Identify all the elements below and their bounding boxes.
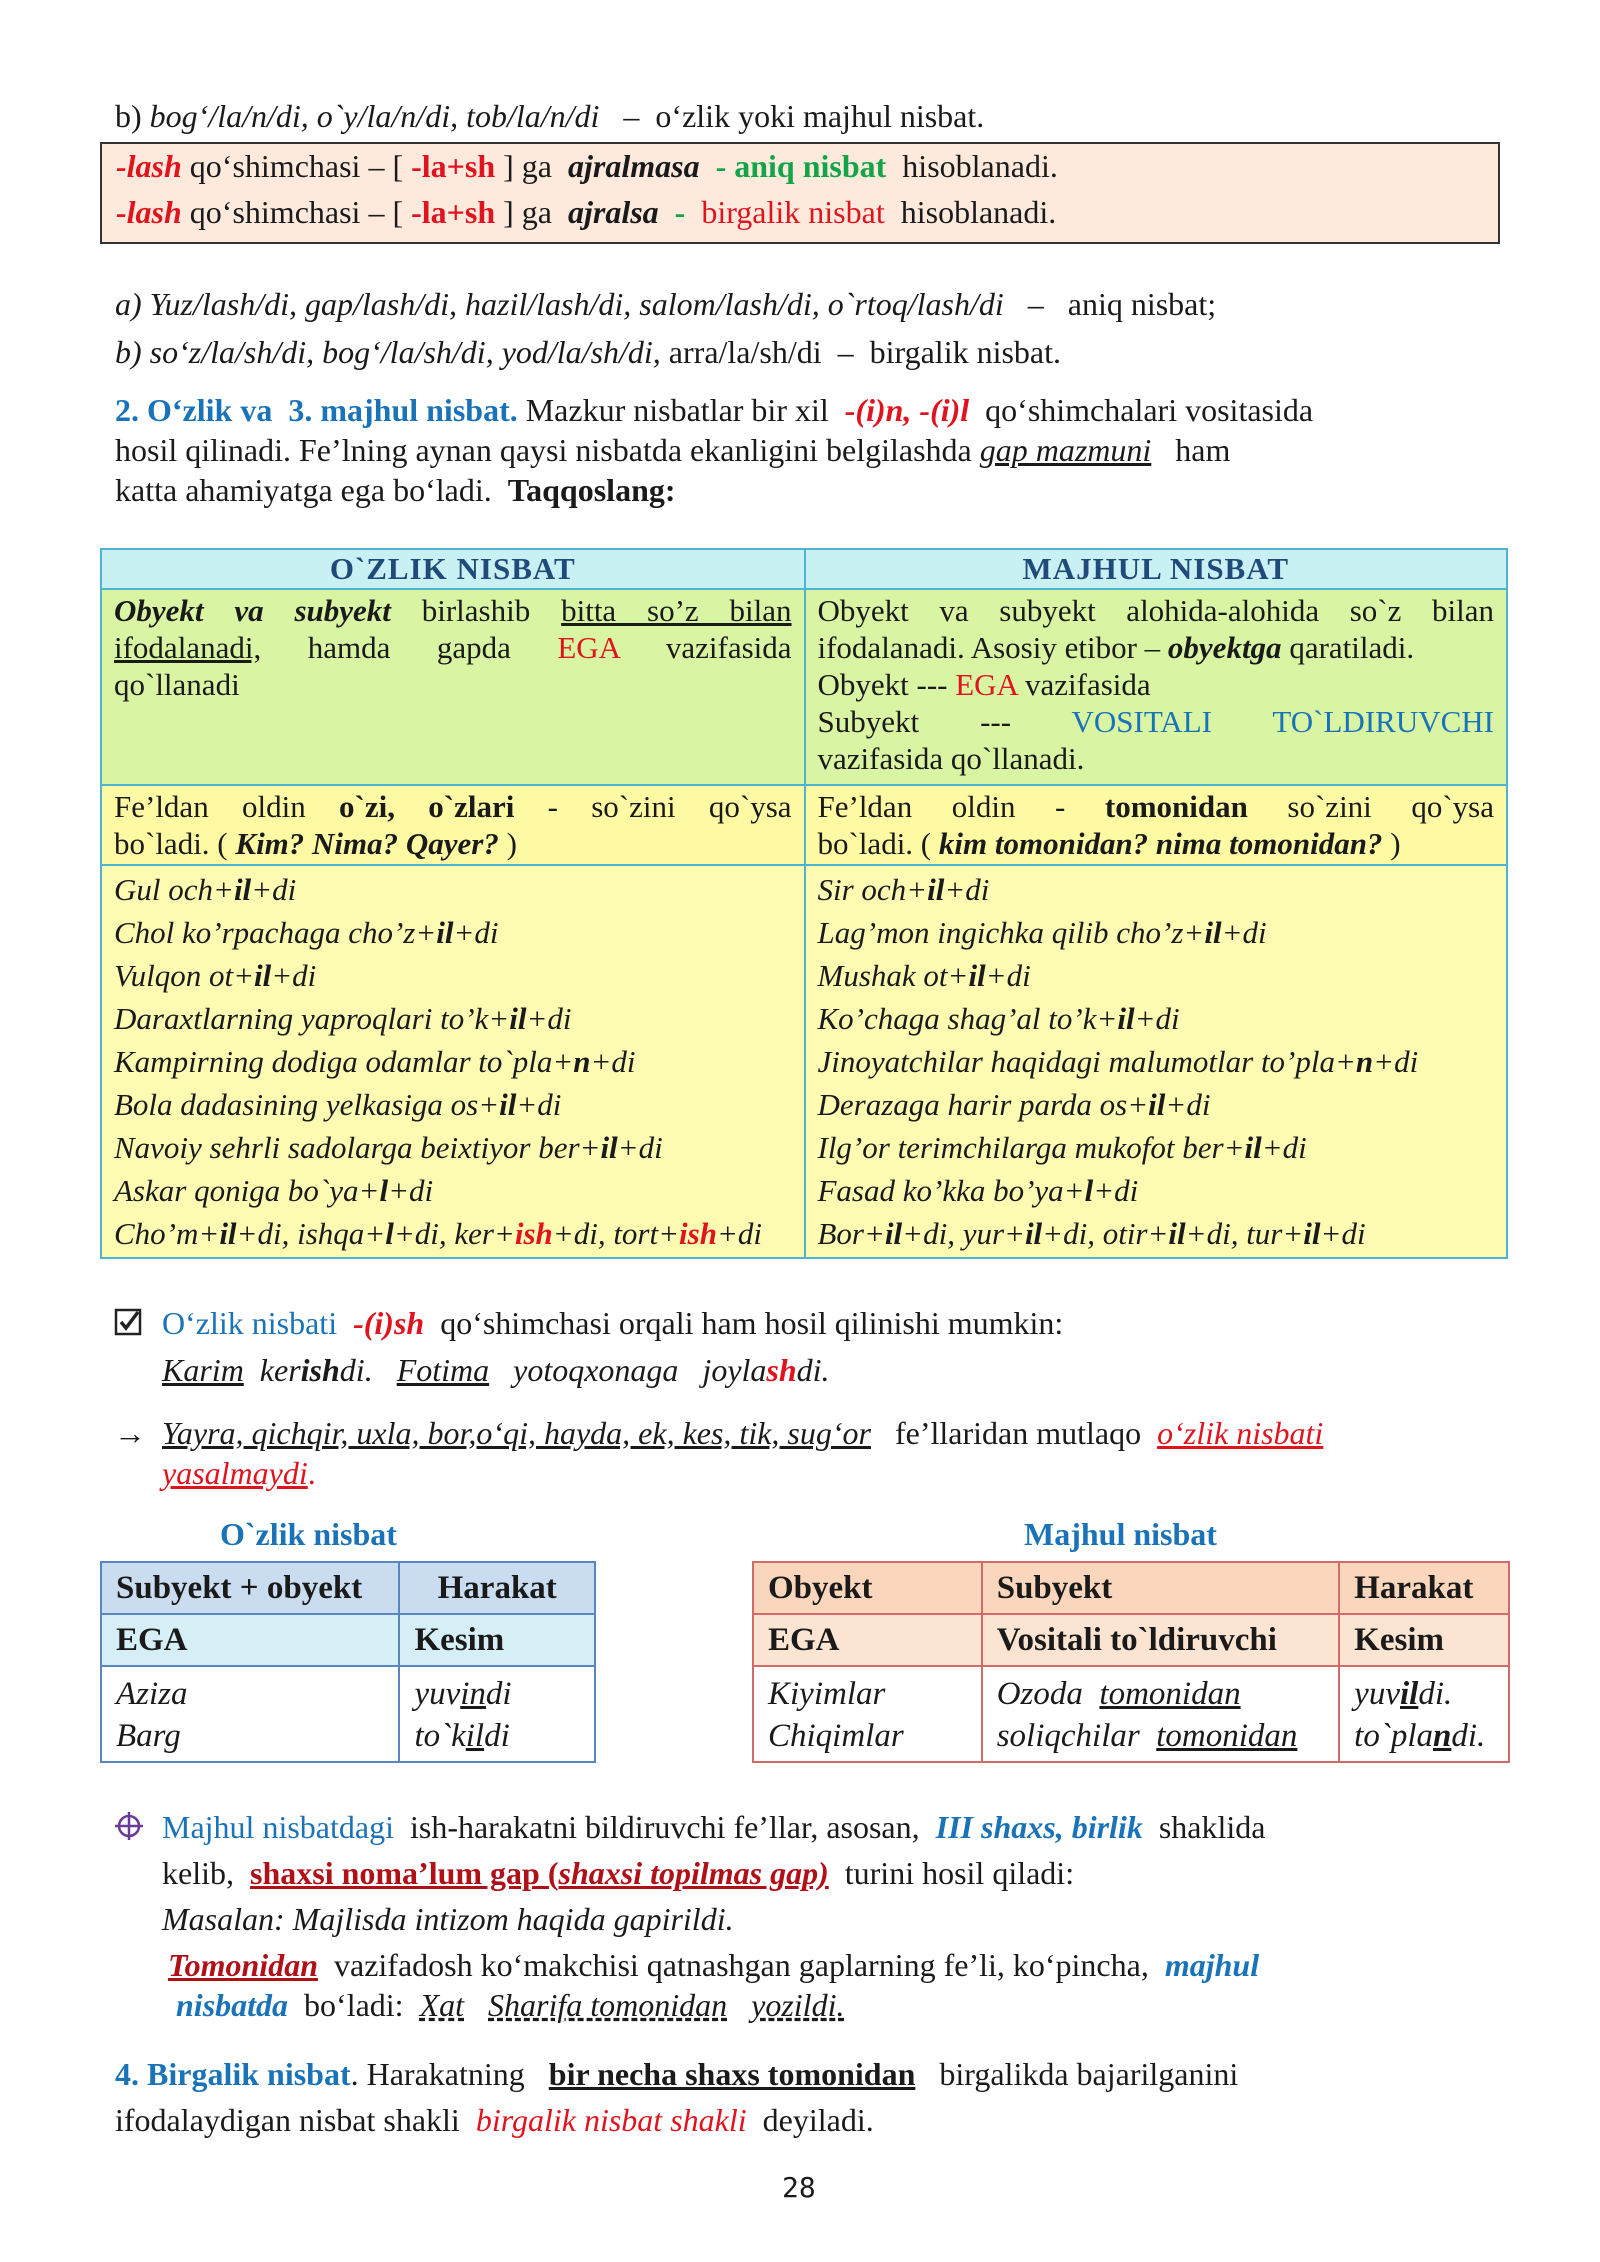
text: Obyekt va subyekt bbox=[114, 593, 391, 628]
verb-cell bbox=[1339, 1666, 1509, 1762]
rule-ozlik bbox=[101, 785, 805, 865]
example-row bbox=[818, 1126, 1495, 1169]
suffix: ish bbox=[300, 1352, 340, 1388]
suffix: il bbox=[465, 1718, 485, 1754]
result: - aniq nisbat bbox=[715, 148, 887, 184]
verb: ajralsa bbox=[567, 194, 659, 230]
suffix: n bbox=[1433, 1718, 1452, 1754]
crosshair-icon bbox=[114, 1811, 144, 1841]
suffix: il bbox=[233, 872, 252, 907]
num: 2. bbox=[115, 392, 139, 428]
text: hosil qilinadi. Fe’lning aynan qaysi nisbatda ekanligini belgilashda bbox=[115, 432, 972, 468]
example-row bbox=[818, 868, 1495, 911]
text: birgalik nisbat shakli bbox=[475, 2102, 747, 2138]
text: tomonidan bbox=[1099, 1676, 1241, 1712]
examples-list-left bbox=[114, 868, 792, 1212]
section-2-line-1 bbox=[115, 390, 1313, 430]
text: di bbox=[485, 1676, 512, 1712]
text: ] ga bbox=[503, 148, 552, 184]
text: tomonidan bbox=[1156, 1718, 1298, 1754]
subject-cell bbox=[101, 1666, 399, 1762]
heading: majhul nisbat. bbox=[320, 392, 518, 428]
suffix: ish bbox=[679, 1216, 717, 1251]
example-row bbox=[114, 954, 792, 997]
inner-suffix: -la+sh bbox=[411, 194, 496, 230]
text: di. bbox=[339, 1352, 373, 1388]
note-3-line-1 bbox=[162, 1807, 1265, 1847]
text: qo`llanadi bbox=[114, 667, 240, 702]
example-row bbox=[114, 911, 792, 954]
section-4-line-1 bbox=[115, 2054, 1238, 2094]
rule-row-1 bbox=[116, 146, 1058, 186]
note-3-line-3: Masalan: Majlisda intizom haqida gapirildi. bbox=[162, 1901, 734, 1937]
text: bo`ladi. ( bbox=[817, 826, 932, 861]
text: Ilg’or terimchilarga mukofot ber+ bbox=[817, 1130, 1245, 1165]
text: O‘zlik nisbati bbox=[162, 1305, 338, 1341]
text: yozildi. bbox=[751, 1987, 845, 2023]
majhul-table-title: Majhul nisbat bbox=[1024, 1516, 1217, 1552]
text: III shaxs, birlik bbox=[935, 1809, 1143, 1845]
underlined-phrase: gap mazmuni bbox=[979, 432, 1152, 468]
text: . Harakatning bbox=[350, 2056, 525, 2092]
header-object: Obyekt bbox=[753, 1562, 982, 1614]
label-b: b) bbox=[115, 98, 142, 134]
text: +di bbox=[985, 958, 1031, 993]
text: Fe’ldan oldin bbox=[114, 789, 306, 824]
text: Bor+ bbox=[817, 1216, 885, 1251]
text: di. bbox=[796, 1352, 830, 1388]
text: yasalmaydi bbox=[162, 1455, 308, 1491]
text: ] ga bbox=[503, 194, 552, 230]
suffix: il bbox=[509, 1001, 527, 1036]
text: qo‘shimchasi – [ bbox=[189, 148, 404, 184]
ega-label: EGA bbox=[557, 630, 620, 665]
text: +di bbox=[1221, 915, 1267, 950]
text: Kampirning dodiga odamlar to`pla+ bbox=[114, 1044, 574, 1079]
header-subject: Subyekt bbox=[982, 1562, 1339, 1614]
heading: O‘zlik va bbox=[147, 392, 273, 428]
suffix: ish bbox=[514, 1216, 553, 1251]
example-row bbox=[818, 1169, 1495, 1212]
suffix: -lash bbox=[116, 148, 182, 184]
text: Chiqimlar bbox=[768, 1718, 904, 1754]
definition-ozlik bbox=[101, 589, 805, 785]
text: bo`ladi. ( bbox=[114, 826, 228, 861]
examples-plain: arra/la/sh/di bbox=[668, 334, 822, 370]
text: +di bbox=[716, 1216, 762, 1251]
text: Obyekt va subyekt alohida-alohida so`z bilan bbox=[817, 593, 1494, 628]
text: di. bbox=[1418, 1676, 1453, 1712]
text: nisbatda bbox=[176, 1987, 289, 2023]
text: Barg bbox=[116, 1718, 181, 1754]
section-2-line-3 bbox=[115, 470, 676, 510]
text: Fe’ldan oldin - bbox=[817, 789, 1066, 824]
text: Jinoyatchilar haqidagi malumotlar to’pla+ bbox=[817, 1044, 1356, 1079]
description: aniq nisbat; bbox=[1067, 286, 1217, 322]
text: Obyekt --- bbox=[817, 667, 948, 702]
text: ) bbox=[506, 826, 517, 861]
example-row bbox=[114, 997, 792, 1040]
text: +di, otir+ bbox=[1042, 1216, 1169, 1251]
example-line-a bbox=[115, 284, 1216, 324]
text: +di, tort+ bbox=[552, 1216, 680, 1251]
text: +di, ishqa+ bbox=[236, 1216, 386, 1251]
example-row bbox=[818, 1083, 1495, 1126]
suffix: il bbox=[1244, 1130, 1262, 1165]
text: +di bbox=[1093, 1173, 1139, 1208]
text: yuv bbox=[1354, 1676, 1400, 1712]
note-3-line-4 bbox=[168, 1945, 1259, 1985]
text: Mazkur nisbatlar bir xil bbox=[525, 392, 829, 428]
suffix: il bbox=[968, 958, 986, 993]
text: shaxsi noma’lum gap ( bbox=[249, 1855, 559, 1891]
suffix: -(i)n, -(i)l bbox=[844, 392, 970, 428]
compare-label: Taqqoslang: bbox=[507, 472, 676, 508]
suffix: sh bbox=[766, 1352, 797, 1388]
text: +di, ker+ bbox=[393, 1216, 515, 1251]
text: yotoqxonaga bbox=[513, 1352, 679, 1388]
text: Gul och+ bbox=[114, 872, 234, 907]
text: so`zini qo`ysa bbox=[1287, 789, 1494, 824]
example-row bbox=[114, 1083, 792, 1126]
section-2-line-2 bbox=[115, 430, 1230, 470]
text: birgalikda bajarilganini bbox=[939, 2056, 1239, 2092]
examples-ozlik bbox=[101, 865, 805, 1258]
description: birgalik nisbat. bbox=[869, 334, 1062, 370]
verb-cell bbox=[399, 1666, 595, 1762]
checkbox-icon bbox=[114, 1307, 144, 1337]
header-subject-object: Subyekt + obyekt bbox=[101, 1562, 399, 1614]
text: Daraxtlarning yaproqlari to’k+ bbox=[114, 1001, 510, 1036]
text: ifodalanadi, bbox=[114, 630, 262, 665]
text: +di bbox=[271, 958, 317, 993]
text: Cho’m+ bbox=[114, 1216, 220, 1251]
heading: 4. Birgalik nisbat bbox=[115, 2056, 351, 2092]
text: +di bbox=[1320, 1216, 1366, 1251]
text: ker bbox=[259, 1352, 301, 1388]
text: qo‘shimchasi – [ bbox=[189, 194, 404, 230]
rule-row-2 bbox=[116, 192, 1056, 232]
questions: Kim? Nima? Qayer? bbox=[235, 826, 499, 861]
suffix: n bbox=[1355, 1044, 1374, 1079]
note-1-line-1 bbox=[162, 1303, 1063, 1343]
suffix: il bbox=[884, 1216, 903, 1251]
header-action: Harakat bbox=[1339, 1562, 1509, 1614]
dash: – bbox=[837, 334, 854, 370]
text: Derazaga harir parda os+ bbox=[817, 1087, 1149, 1122]
text: shaklida bbox=[1158, 1809, 1266, 1845]
text: ) bbox=[1390, 826, 1401, 861]
example-line-b1 bbox=[115, 96, 984, 136]
note-1-line-2 bbox=[162, 1350, 830, 1390]
text: Sir och+ bbox=[817, 872, 928, 907]
header-majhul: MAJHUL NISBAT bbox=[805, 549, 1508, 589]
text: Fasad ko’kka bo’ya+ bbox=[817, 1173, 1085, 1208]
text: Xat bbox=[419, 1987, 464, 2023]
text: obyektga bbox=[1167, 630, 1282, 665]
text: majhul bbox=[1164, 1947, 1260, 1983]
role-ega: EGA bbox=[753, 1614, 982, 1666]
suffix: il bbox=[219, 1216, 237, 1251]
text: Sharifa tomonidan bbox=[488, 1987, 728, 2023]
text: Vulqon ot+ bbox=[114, 958, 255, 993]
text: +di bbox=[516, 1087, 562, 1122]
text: yuv bbox=[414, 1676, 461, 1712]
example-line-b2 bbox=[115, 332, 1061, 372]
ega-label: EGA bbox=[955, 667, 1018, 702]
suffix: -(i)sh bbox=[353, 1305, 425, 1341]
examples: a) Yuz/lash/di, gap/lash/di, hazil/lash/di, salom/lash/di, o`rtoq/lash/di bbox=[115, 286, 1004, 322]
example-row bbox=[114, 1040, 792, 1083]
text: +di bbox=[1165, 1087, 1211, 1122]
text: Karim bbox=[162, 1352, 244, 1388]
text: +di bbox=[526, 1001, 572, 1036]
text: di bbox=[484, 1718, 510, 1754]
verbs: Yayra, qichqir, uxla, bor,o‘qi, hayda, ek, kes, tik, sug‘or bbox=[162, 1415, 871, 1451]
text: di. bbox=[1451, 1718, 1486, 1754]
questions: kim tomonidan? nima tomonidan? bbox=[938, 826, 1383, 861]
examples: bog‘/la/n/di, o`y/la/n/di, tob/la/n/di bbox=[149, 98, 600, 134]
text: ifodalaydigan nisbat shakli bbox=[115, 2102, 460, 2138]
toldiruvchi-label: TO`LDIRUVCHI bbox=[1272, 704, 1494, 739]
role-kesim: Kesim bbox=[1339, 1614, 1509, 1666]
role-kesim: Kesim bbox=[399, 1614, 595, 1666]
text: vazifasida bbox=[1024, 667, 1151, 702]
text: bitta so’z bilan bbox=[561, 593, 792, 628]
text: Tomonidan bbox=[168, 1947, 318, 1983]
suffix: il bbox=[436, 915, 454, 950]
text: +di bbox=[388, 1173, 434, 1208]
tail: hisoblanadi. bbox=[902, 148, 1058, 184]
text: . bbox=[307, 1455, 316, 1491]
suffix: -lash bbox=[116, 194, 182, 230]
suffix: n bbox=[573, 1044, 591, 1079]
text: +di bbox=[1134, 1001, 1180, 1036]
examples-last-left bbox=[114, 1212, 804, 1255]
text: hamda gapda bbox=[307, 630, 511, 665]
arrow-icon: → bbox=[114, 1415, 146, 1451]
text: Mushak ot+ bbox=[817, 958, 969, 993]
role-ega: EGA bbox=[101, 1614, 399, 1666]
text: vazifasida bbox=[665, 630, 792, 665]
text: kelib, bbox=[162, 1855, 234, 1891]
text: vazifadosh ko‘makchisi qatnashgan gaplarning fe’li, ko‘pincha, bbox=[333, 1947, 1149, 1983]
num: 3. bbox=[288, 392, 313, 428]
comparison-table bbox=[100, 548, 1508, 1259]
suffix: l bbox=[1084, 1173, 1094, 1208]
header-ozlik: O`ZLIK NISBAT bbox=[101, 549, 805, 589]
ozlik-structure-table bbox=[100, 1561, 596, 1763]
dash: – bbox=[1027, 286, 1044, 322]
text: - so`zini qo`ysa bbox=[547, 789, 792, 824]
text: tomonidan bbox=[1104, 789, 1248, 824]
text: Askar qoniga bo`ya+ bbox=[114, 1173, 380, 1208]
note-3-line-2 bbox=[162, 1853, 1074, 1893]
suffix: il bbox=[1117, 1001, 1135, 1036]
text: bir necha shaxs tomonidan bbox=[548, 2056, 916, 2092]
rule-majhul bbox=[805, 785, 1508, 865]
role-vositali: Vositali to`ldiruvchi bbox=[982, 1614, 1339, 1666]
example-row bbox=[114, 868, 792, 911]
ozlik-table-title: O`zlik nisbat bbox=[220, 1516, 397, 1552]
example-row bbox=[114, 1169, 792, 1212]
text: Fotima bbox=[396, 1352, 490, 1388]
text: Navoiy sehrli sadolarga beixtiyor ber+ bbox=[114, 1130, 601, 1165]
example-row bbox=[114, 1126, 792, 1169]
examples-last-right bbox=[818, 1212, 1495, 1255]
suffix: l bbox=[385, 1216, 394, 1251]
text: ifodalanadi. Asosiy etibor – bbox=[817, 630, 1161, 665]
text: +di bbox=[944, 872, 990, 907]
suffix: il bbox=[600, 1130, 618, 1165]
text: Kiyimlar bbox=[768, 1676, 886, 1712]
vositali-label: VOSITALI bbox=[1071, 704, 1212, 739]
verb: ajralmasa bbox=[567, 148, 700, 184]
text: soliqchilar bbox=[996, 1718, 1140, 1754]
text: to`pla bbox=[1354, 1718, 1433, 1754]
text: +di bbox=[1261, 1130, 1307, 1165]
text: Subyekt --- bbox=[817, 704, 1012, 739]
example-row bbox=[818, 1040, 1495, 1083]
examples-list-right bbox=[818, 868, 1495, 1212]
example-row bbox=[818, 954, 1495, 997]
example-row bbox=[818, 911, 1495, 954]
suffix: il bbox=[1399, 1676, 1419, 1712]
suffix: il bbox=[1168, 1216, 1186, 1251]
text: +di bbox=[251, 872, 297, 907]
note-2-line-1 bbox=[114, 1413, 1323, 1453]
note-2-line-2 bbox=[162, 1453, 316, 1493]
agent-cell bbox=[982, 1666, 1339, 1762]
text: Majhul nisbatdagi bbox=[162, 1809, 394, 1845]
text: to`k bbox=[414, 1718, 466, 1754]
text: ham bbox=[1175, 432, 1231, 468]
suffix: il bbox=[1148, 1087, 1166, 1122]
result: birgalik nisbat bbox=[701, 194, 885, 230]
text: bo‘ladi: bbox=[304, 1987, 404, 2023]
text: shaxsi topilmas gap) bbox=[558, 1855, 829, 1891]
text: Bola dadasining yelkasiga os+ bbox=[114, 1087, 500, 1122]
text: +di bbox=[617, 1130, 663, 1165]
text: qo‘shimchasi orqali ham hosil qilinishi mumkin: bbox=[440, 1305, 1064, 1341]
text: turini hosil qiladi: bbox=[844, 1855, 1075, 1891]
example-row bbox=[818, 997, 1495, 1040]
text: Chol ko’rpachaga cho’z+ bbox=[114, 915, 437, 950]
examples: b) so‘z/la/sh/di, bog‘/la/sh/di, yod/la/sh/di, bbox=[115, 334, 661, 370]
text: +di bbox=[1373, 1044, 1419, 1079]
text: Ko’chaga shag’al to’k+ bbox=[817, 1001, 1118, 1036]
note-3-line-5 bbox=[176, 1985, 844, 2025]
text: birlashib bbox=[421, 593, 531, 628]
suffix: in bbox=[460, 1676, 486, 1712]
text: vazifasida qo`llanadi. bbox=[817, 741, 1085, 776]
dash: – bbox=[623, 98, 640, 134]
definition-majhul bbox=[805, 589, 1508, 785]
text: deyiladi. bbox=[762, 2102, 874, 2138]
suffix: l bbox=[379, 1173, 389, 1208]
text: joyla bbox=[702, 1352, 767, 1388]
text: +di bbox=[590, 1044, 636, 1079]
suffix: il bbox=[499, 1087, 517, 1122]
text: +di bbox=[453, 915, 499, 950]
majhul-structure-table bbox=[752, 1561, 1510, 1763]
text: Aziza bbox=[116, 1676, 188, 1712]
suffix: il bbox=[927, 872, 945, 907]
object-cell bbox=[753, 1666, 982, 1762]
text: o‘zlik nisbati bbox=[1157, 1415, 1324, 1451]
text: Lag’mon ingichka qilib cho’z+ bbox=[817, 915, 1205, 950]
suffix: il bbox=[254, 958, 272, 993]
text: ish-harakatni bildiruvchi fe’llar, asosan, bbox=[409, 1809, 920, 1845]
text: Ozoda bbox=[996, 1676, 1083, 1712]
text: qo‘shimchalari vositasida bbox=[985, 392, 1314, 428]
section-4-line-2 bbox=[115, 2100, 874, 2140]
text: katta ahamiyatga ega bo‘ladi. bbox=[115, 472, 492, 508]
suffix: il bbox=[1204, 915, 1222, 950]
suffix: il bbox=[1024, 1216, 1043, 1251]
suffix: il bbox=[1303, 1216, 1321, 1251]
dash: - bbox=[674, 194, 686, 230]
text: o`zi, o`zlari bbox=[339, 789, 515, 824]
examples-majhul bbox=[805, 865, 1508, 1258]
description: o‘zlik yoki majhul nisbat. bbox=[655, 98, 985, 134]
text: fe’llaridan mutlaqo bbox=[894, 1415, 1142, 1451]
tail: hisoblanadi. bbox=[900, 194, 1057, 230]
text: +di, yur+ bbox=[902, 1216, 1025, 1251]
text: +di, tur+ bbox=[1185, 1216, 1304, 1251]
inner-suffix: -la+sh bbox=[411, 148, 496, 184]
header-action: Harakat bbox=[399, 1562, 595, 1614]
page-number: 28 bbox=[782, 2171, 816, 2204]
text: qaratiladi. bbox=[1289, 630, 1415, 665]
